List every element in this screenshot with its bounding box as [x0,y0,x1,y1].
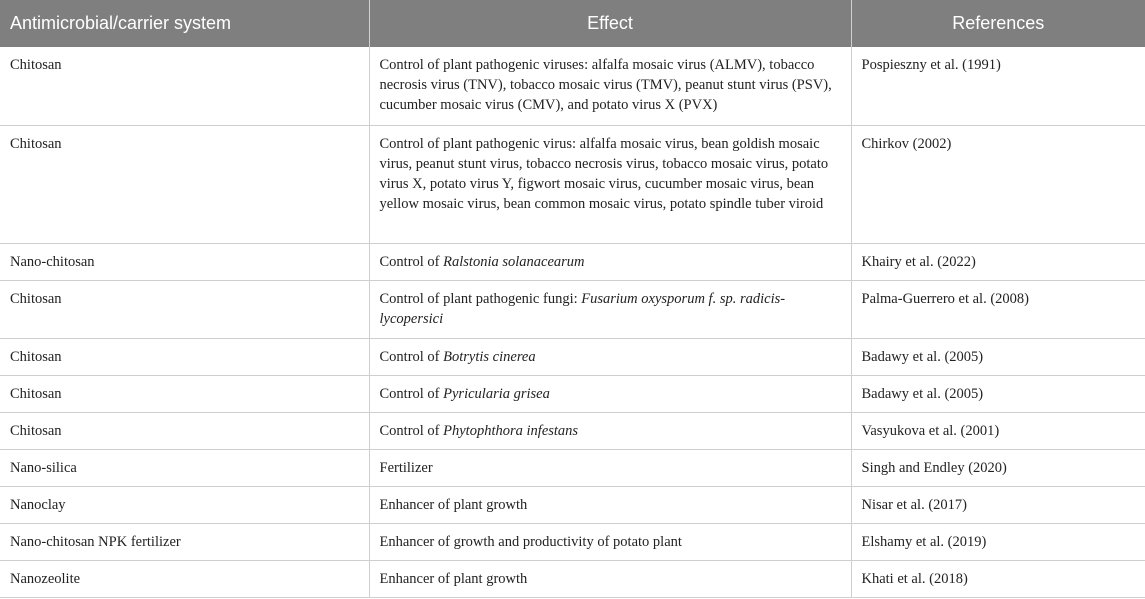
effect-text: Control of [379,423,444,439]
cell-reference: Singh and Endley (2020) [851,450,1145,487]
cell-system: Chitosan [0,281,369,339]
effect-text: Control of [379,254,444,270]
cell-system: Chitosan [0,339,369,376]
table-row [0,413,1145,450]
effect-species: Ralstonia solanacearum [443,254,585,270]
cell-system: Nanozeolite [0,561,369,598]
effect-text: Control of plant pathogenic viruses: alfalfa mosaic virus (ALMV), tobacco necrosis virus (TNV), tobacco mosaic virus (TMV), peanut stunt virus (PSV), cucumber mosaic virus (CMV), and potato virus X (PVX) [379,57,832,113]
table-row [0,244,1145,281]
table-row [0,524,1145,561]
header-references: References [851,0,1145,47]
cell-effect [369,376,851,413]
cell-effect [369,126,851,244]
cell-reference: Palma-Guerrero et al. (2008) [851,281,1145,339]
cell-effect [369,47,851,126]
cell-system: Chitosan [0,126,369,244]
table-row [0,339,1145,376]
cell-effect [369,339,851,376]
cell-reference: Chirkov (2002) [851,126,1145,244]
table-row [0,487,1145,524]
table-row [0,126,1145,244]
cell-effect [369,524,851,561]
effect-species: Botrytis cinerea [443,349,536,365]
table-body [0,47,1145,598]
header-effect: Effect [369,0,851,47]
effect-text: Control of [379,349,444,365]
effect-text: Control of plant pathogenic virus: alfalfa mosaic virus, bean goldish mosaic virus, peanut stunt virus, tobacco necrosis virus, tobacco mosaic virus, potato virus X, potato virus Y, figwort mosaic virus, cucumber mosaic virus, bean yellow mosaic virus, bean common mosaic virus, potato spindle tuber viroid [379,136,829,212]
cell-effect [369,281,851,339]
effect-species: Phytophthora infestans [443,423,579,439]
cell-system: Nano-silica [0,450,369,487]
cell-effect [369,244,851,281]
table-row [0,450,1145,487]
cell-effect [369,413,851,450]
cell-system: Chitosan [0,47,369,126]
cell-reference: Elshamy et al. (2019) [851,524,1145,561]
cell-reference: Khati et al. (2018) [851,561,1145,598]
effect-species: Fusarium oxysporum f. sp. radicis-lycopersici [379,291,786,327]
cell-reference: Nisar et al. (2017) [851,487,1145,524]
cell-effect [369,561,851,598]
cell-reference: Vasyukova et al. (2001) [851,413,1145,450]
cell-effect [369,487,851,524]
cell-reference: Badawy et al. (2005) [851,376,1145,413]
effect-text: Fertilizer [379,460,433,476]
header-system: Antimicrobial/carrier system [0,0,369,47]
cell-effect [369,450,851,487]
cell-system: Nano-chitosan [0,244,369,281]
cell-reference: Pospieszny et al. (1991) [851,47,1145,126]
table-row [0,47,1145,126]
effect-text: Control of plant pathogenic fungi: [379,291,582,307]
cell-system: Chitosan [0,376,369,413]
effect-text: Control of [379,386,444,402]
cell-system: Chitosan [0,413,369,450]
effect-text: Enhancer of growth and productivity of potato plant [379,534,682,550]
cell-system: Nano-chitosan NPK fertilizer [0,524,369,561]
table-header [0,0,1145,47]
table-row [0,376,1145,413]
effect-text: Enhancer of plant growth [379,497,528,513]
effect-species: Pyricularia grisea [443,386,550,402]
cell-reference: Khairy et al. (2022) [851,244,1145,281]
table-row [0,561,1145,598]
cell-system: Nanoclay [0,487,369,524]
cell-reference: Badawy et al. (2005) [851,339,1145,376]
effect-text: Enhancer of plant growth [379,571,528,587]
table-row [0,281,1145,339]
